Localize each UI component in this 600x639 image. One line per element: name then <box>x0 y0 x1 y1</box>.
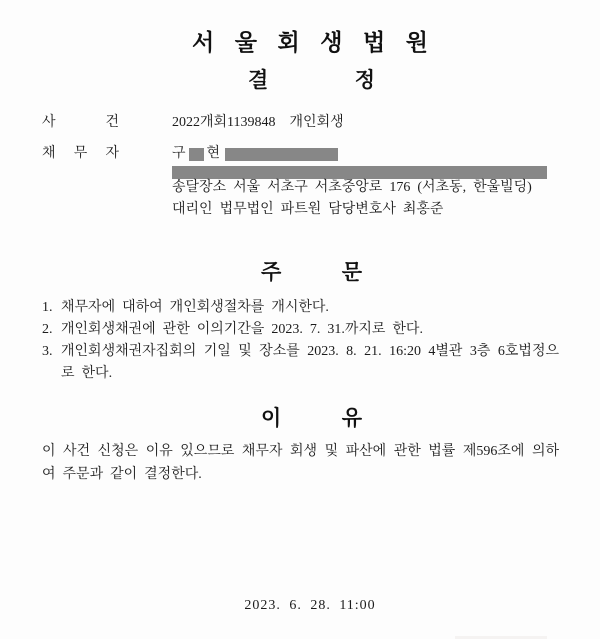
item-text: 개인회생채권자집회의 기일 및 장소를 2023. 8. 21. 16:20 4별관 3층 6호법정으로 한다. <box>61 344 559 381</box>
debtor-name <box>172 143 338 165</box>
order-section-heading: 주 문 <box>261 261 362 284</box>
case-number: 2022개회1139848 개인회생 <box>172 115 344 130</box>
reason-text: 이 사건 신청은 이유 있으므로 채무자 회생 및 파산에 관한 법률 제596조에 의하여 주문과 같이 결정한다. <box>42 444 559 482</box>
item-text: 채무자에 대하여 개인회생절차를 개시한다. <box>61 300 329 315</box>
order-item-2 <box>42 319 559 341</box>
case-row <box>42 112 560 134</box>
redaction-box-small <box>189 148 204 161</box>
item-number: 3. <box>42 344 53 359</box>
item-number: 1. <box>42 300 53 315</box>
doc-type-title: 결 정 <box>248 69 375 92</box>
reason-section-heading: 이 유 <box>261 407 362 430</box>
order-item-1 <box>42 297 559 319</box>
order-list <box>42 297 559 385</box>
redaction-bar-short <box>225 148 338 161</box>
debtor-name-last: 현 <box>206 146 221 161</box>
debtor-name-first: 구 <box>172 146 186 161</box>
court-name-title: 서 울 회 생 법 원 <box>192 29 428 55</box>
item-text: 개인회생채권에 관한 이의기간을 2023. 7. 31.까지로 한다. <box>61 322 423 337</box>
case-label: 사 건 <box>42 115 119 130</box>
order-item-3 <box>42 341 559 385</box>
service-address-line: 송달장소 서울 서초구 서초중앙로 176 (서초동, 한울빌딩) <box>172 180 532 195</box>
decision-datetime: 2023. 6. 28. 11:00 <box>244 598 376 613</box>
attorney-line: 대리인 법무법인 파트원 담당변호사 최홍준 <box>172 202 444 217</box>
debtor-label: 채 무 자 <box>42 146 119 161</box>
debtor-row <box>42 143 560 165</box>
item-number: 2. <box>42 322 53 337</box>
